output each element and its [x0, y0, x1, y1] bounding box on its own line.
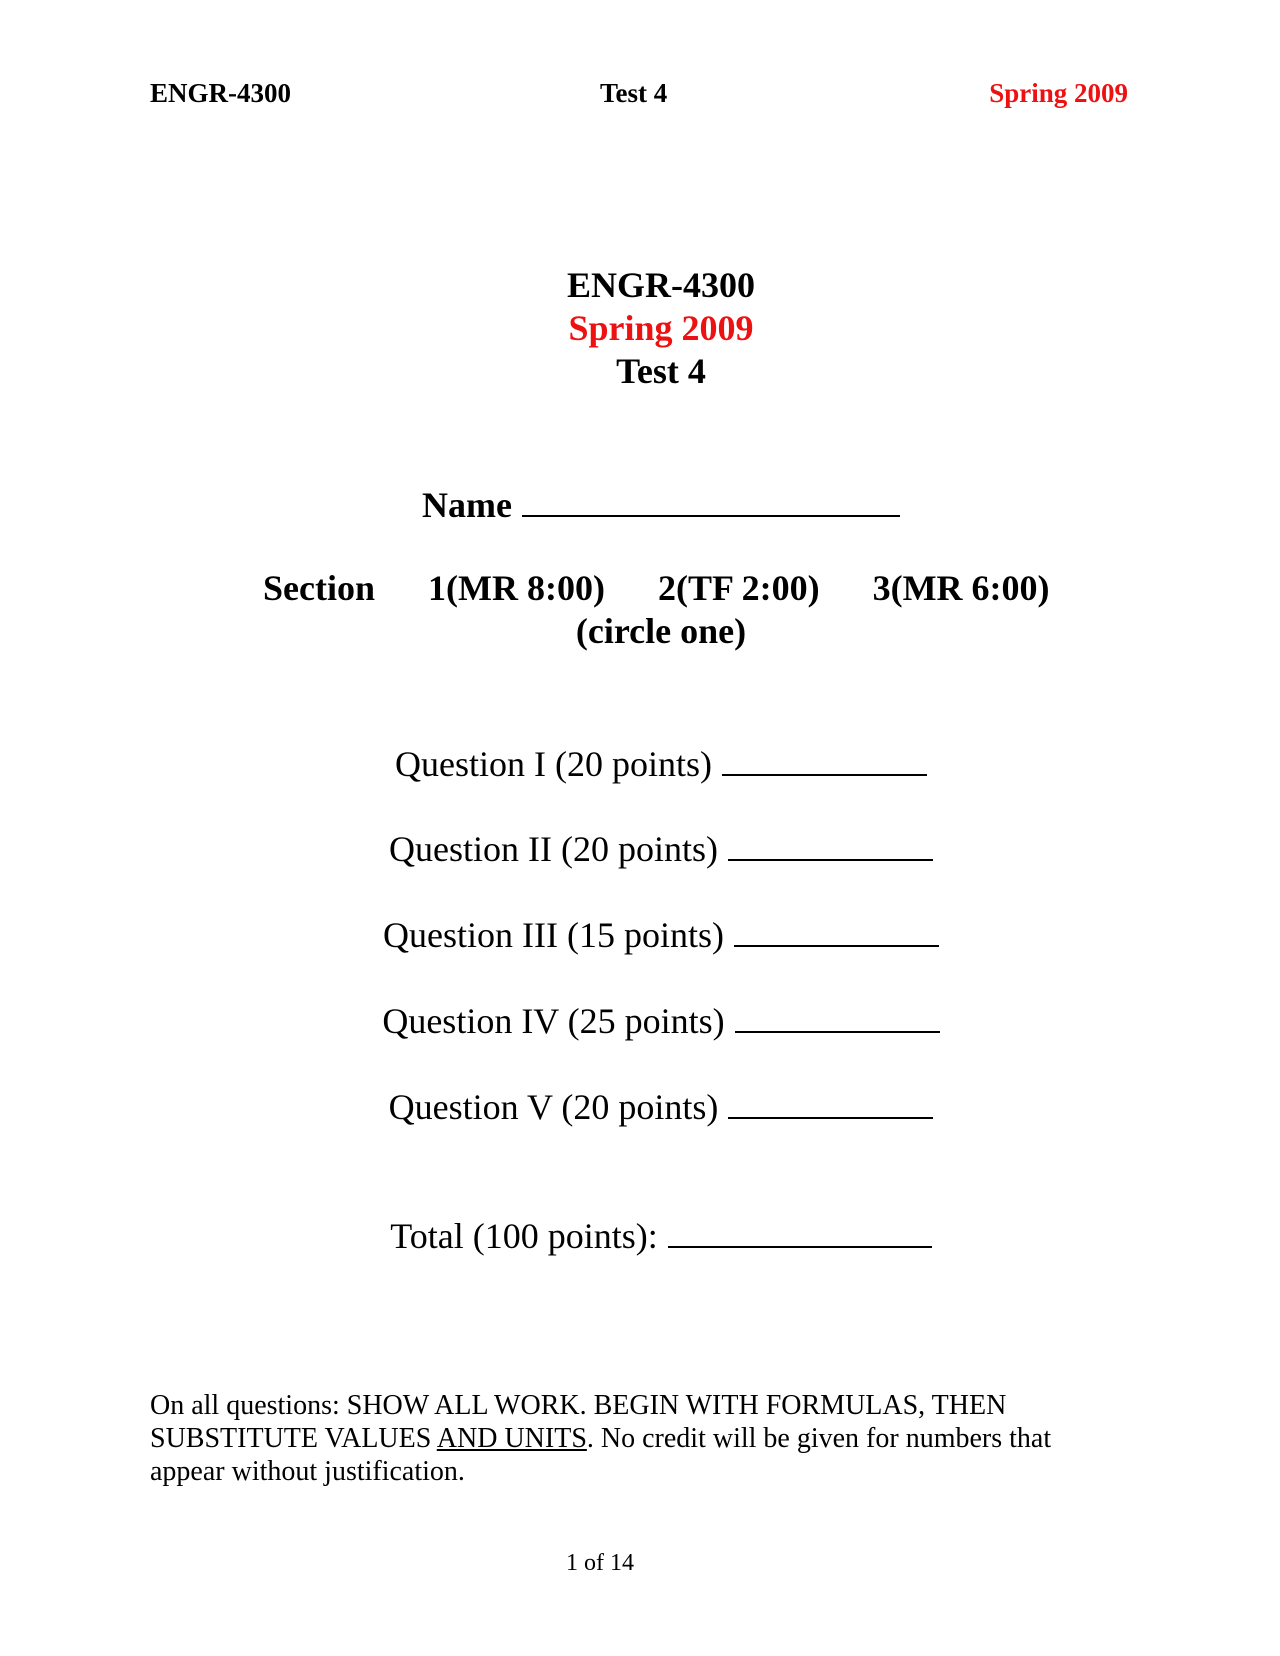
question-label: Question I (20 points) — [395, 744, 712, 784]
total-label: Total (100 points): — [390, 1216, 658, 1256]
header-term: Spring 2009 — [989, 78, 1128, 108]
instructions-underlined: AND UNITS — [436, 1423, 587, 1454]
title-course: ENGR-4300 — [567, 265, 755, 305]
score-blank[interactable] — [722, 740, 927, 776]
section-option-1[interactable]: 1(MR 8:00) — [428, 568, 605, 608]
title-test: Test 4 — [616, 351, 706, 391]
header-test: Test 4 — [600, 78, 668, 108]
section-label: Section — [263, 568, 375, 608]
instructions — [150, 1389, 1110, 1488]
question-label: Question V (20 points) — [388, 1087, 719, 1127]
question-row — [0, 1083, 1280, 1129]
score-blank[interactable] — [734, 911, 939, 947]
question-row — [0, 740, 1280, 786]
question-row — [0, 825, 1280, 871]
question-label: Question II (20 points) — [389, 829, 718, 869]
header-course: ENGR-4300 — [150, 78, 291, 108]
title-block — [0, 264, 1280, 393]
name-field — [0, 481, 1280, 527]
instructions-text: On all questions: SHOW ALL WORK. BEGIN WITH FORMULAS, THEN SUBSTITUTE VALUES — [150, 1390, 1007, 1454]
question-row — [0, 911, 1280, 957]
section-note: (circle one) — [575, 611, 747, 651]
name-label: Name — [422, 485, 512, 525]
total-blank[interactable] — [668, 1212, 932, 1248]
section-option-3[interactable]: 3(MR 6:00) — [872, 568, 1050, 608]
score-blank[interactable] — [735, 997, 940, 1033]
question-label: Question IV (25 points) — [382, 1001, 725, 1041]
question-label: Question III (15 points) — [383, 915, 724, 955]
name-blank[interactable] — [522, 481, 900, 517]
instructions-text-end: . No credit will be given for numbers that appear without justification. — [150, 1423, 1052, 1487]
section-line — [263, 567, 1050, 610]
title-term: Spring 2009 — [568, 308, 754, 348]
section-option-2[interactable]: 2(TF 2:00) — [657, 568, 820, 608]
total-row — [0, 1212, 1280, 1258]
score-blank[interactable] — [728, 1083, 933, 1119]
score-blank[interactable] — [728, 825, 933, 861]
question-row — [0, 997, 1280, 1043]
page-number: 1 of 14 — [566, 1550, 634, 1576]
